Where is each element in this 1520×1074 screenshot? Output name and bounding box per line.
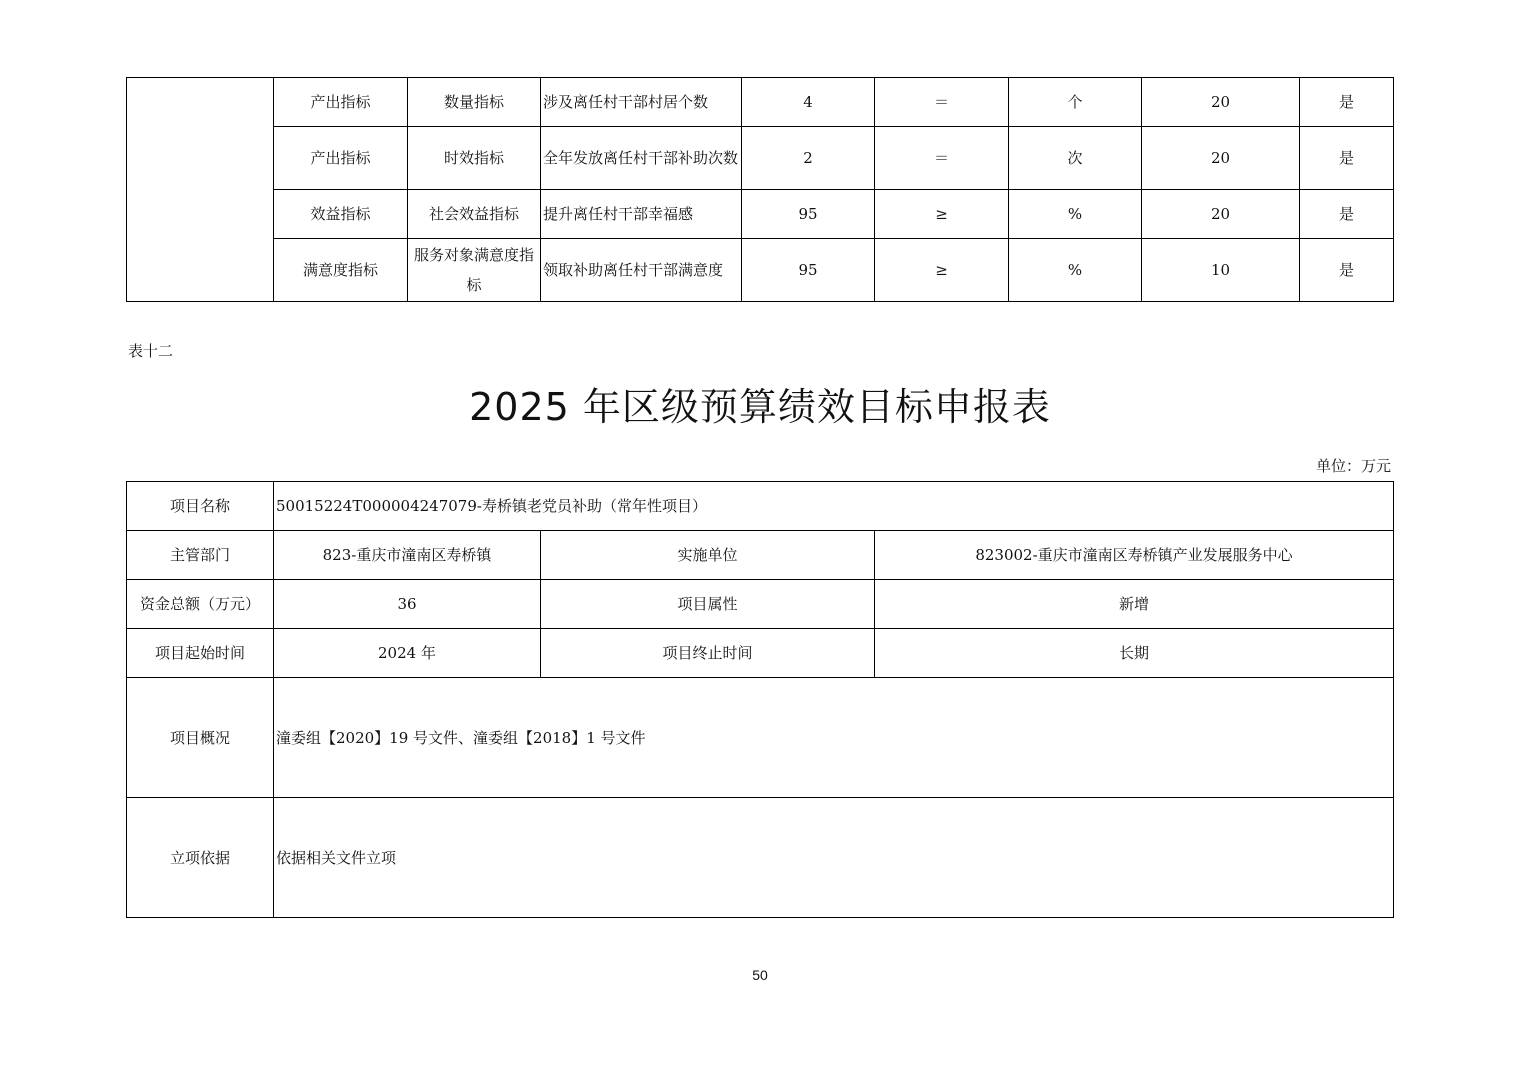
blank-merged-cell bbox=[127, 78, 274, 302]
indicator-subcategory: 数量指标 bbox=[408, 78, 541, 127]
indicator-unit: 个 bbox=[1009, 78, 1142, 127]
table-row bbox=[127, 629, 1394, 678]
document-title: 2025 年区级预算绩效目标申报表 bbox=[469, 385, 1051, 429]
budget-declaration-table bbox=[126, 481, 1394, 918]
table-row bbox=[127, 78, 1394, 127]
indicator-operator: ＝ bbox=[875, 78, 1009, 127]
overview-label: 项目概况 bbox=[127, 678, 274, 798]
indicator-operator: ≥ bbox=[875, 190, 1009, 239]
indicator-subcategory: 时效指标 bbox=[408, 127, 541, 190]
indicator-core: 是 bbox=[1300, 127, 1394, 190]
indicator-category: 满意度指标 bbox=[274, 239, 408, 302]
indicator-core: 是 bbox=[1300, 190, 1394, 239]
indicator-name: 领取补助离任村干部满意度 bbox=[541, 239, 742, 302]
indicator-category: 产出指标 bbox=[274, 127, 408, 190]
table-row bbox=[127, 580, 1394, 629]
table-row bbox=[127, 798, 1394, 918]
table-row bbox=[127, 482, 1394, 531]
impl-label: 实施单位 bbox=[541, 531, 875, 580]
start-value: 2024 年 bbox=[274, 629, 541, 678]
impl-value: 823002-重庆市潼南区寿桥镇产业发展服务中心 bbox=[875, 531, 1394, 580]
dept-label: 主管部门 bbox=[127, 531, 274, 580]
fund-value: 36 bbox=[274, 580, 541, 629]
table-row bbox=[127, 127, 1394, 190]
indicator-core: 是 bbox=[1300, 239, 1394, 302]
indicator-value: 4 bbox=[742, 78, 875, 127]
page-number: 50 bbox=[752, 967, 768, 983]
dept-value: 823-重庆市潼南区寿桥镇 bbox=[274, 531, 541, 580]
indicator-table-continued bbox=[126, 77, 1394, 302]
indicator-value: 95 bbox=[742, 190, 875, 239]
indicator-name: 全年发放离任村干部补助次数 bbox=[541, 127, 742, 190]
fund-label: 资金总额（万元） bbox=[127, 580, 274, 629]
table-row bbox=[127, 239, 1394, 302]
start-label: 项目起始时间 bbox=[127, 629, 274, 678]
table-row bbox=[127, 190, 1394, 239]
table-row bbox=[127, 531, 1394, 580]
unit-label: 单位：万元 bbox=[1315, 457, 1391, 475]
indicator-operator: ＝ bbox=[875, 127, 1009, 190]
table-number-label: 表十二 bbox=[128, 342, 174, 360]
project-name-label: 项目名称 bbox=[127, 482, 274, 531]
indicator-core: 是 bbox=[1300, 78, 1394, 127]
attr-label: 项目属性 bbox=[541, 580, 875, 629]
indicator-subcategory: 社会效益指标 bbox=[408, 190, 541, 239]
indicator-unit: 次 bbox=[1009, 127, 1142, 190]
basis-label: 立项依据 bbox=[127, 798, 274, 918]
end-value: 长期 bbox=[875, 629, 1394, 678]
indicator-weight: 20 bbox=[1142, 127, 1300, 190]
table-row bbox=[127, 678, 1394, 798]
basis-value: 依据相关文件立项 bbox=[274, 798, 1394, 918]
end-label: 项目终止时间 bbox=[541, 629, 875, 678]
indicator-category: 产出指标 bbox=[274, 78, 408, 127]
indicator-operator: ≥ bbox=[875, 239, 1009, 302]
project-name-value: 50015224T000004247079-寿桥镇老党员补助（常年性项目） bbox=[274, 482, 1394, 531]
indicator-weight: 20 bbox=[1142, 78, 1300, 127]
indicator-unit: % bbox=[1009, 190, 1142, 239]
indicator-subcategory: 服务对象满意度指标 bbox=[408, 239, 541, 302]
attr-value: 新增 bbox=[875, 580, 1394, 629]
indicator-name: 涉及离任村干部村居个数 bbox=[541, 78, 742, 127]
indicator-weight: 20 bbox=[1142, 190, 1300, 239]
indicator-unit: % bbox=[1009, 239, 1142, 302]
indicator-category: 效益指标 bbox=[274, 190, 408, 239]
indicator-value: 2 bbox=[742, 127, 875, 190]
indicator-weight: 10 bbox=[1142, 239, 1300, 302]
overview-value: 潼委组【2020】19 号文件、潼委组【2018】1 号文件 bbox=[274, 678, 1394, 798]
indicator-name: 提升离任村干部幸福感 bbox=[541, 190, 742, 239]
indicator-value: 95 bbox=[742, 239, 875, 302]
